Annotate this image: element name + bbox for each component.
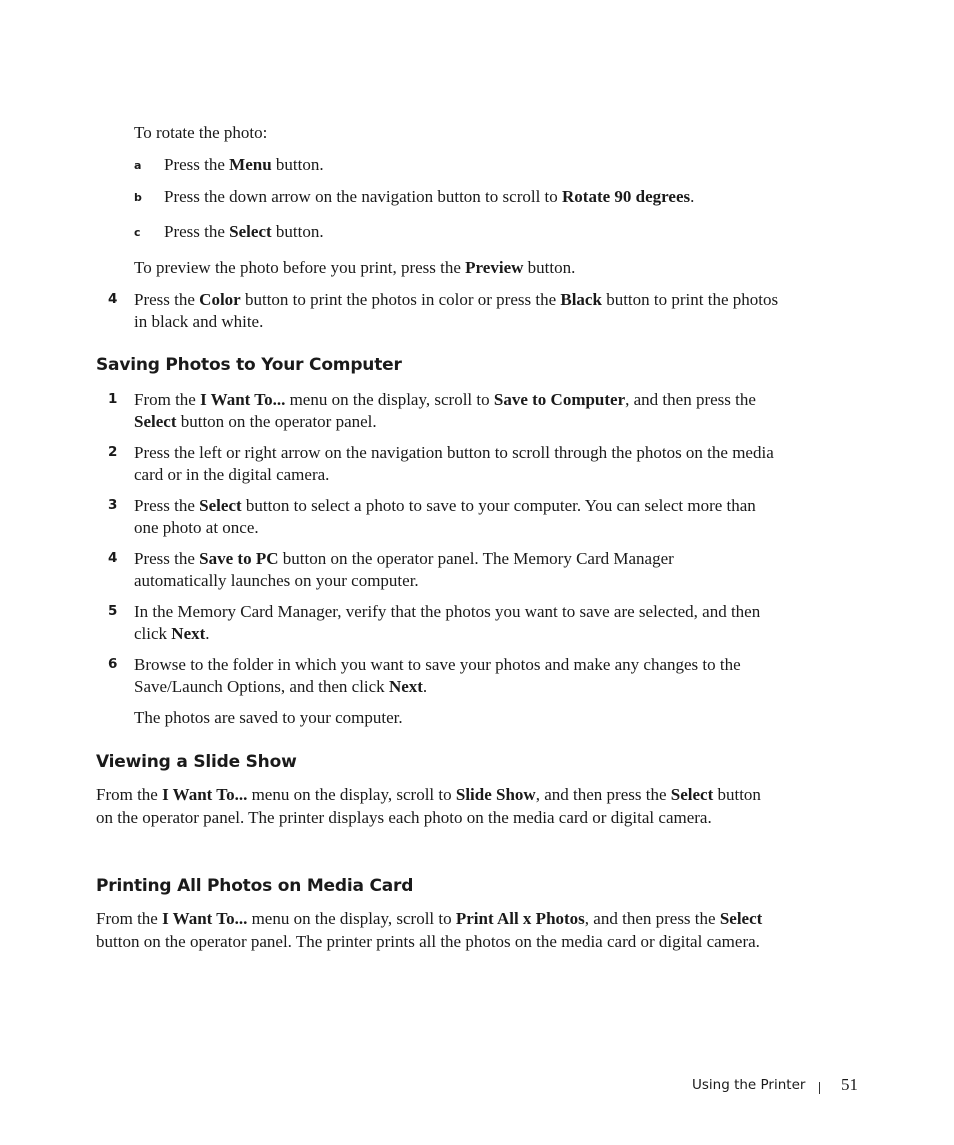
- step-marker-1: 1: [108, 391, 118, 407]
- section-heading-saving: Saving Photos to Your Computer: [96, 355, 402, 375]
- saving-step-1: From the I Want To... menu on the display, scroll to Save to Computer, and then press the Select button on the operator panel.: [134, 390, 756, 431]
- rotate-intro: To rotate the photo:: [134, 123, 268, 142]
- footer-section-title: Using the Printer: [692, 1077, 806, 1093]
- step-marker-b: b: [134, 191, 142, 204]
- step-marker-a: a: [134, 159, 142, 172]
- preview-note: To preview the photo before you print, press the Preview button.: [134, 258, 576, 277]
- slideshow-paragraph: From the I Want To... menu on the display, scroll to Slide Show, and then press the Select button on the operator panel. The printer displays each photo on the media card or digital camera.: [96, 785, 761, 827]
- saving-step-2: Press the left or right arrow on the navigation button to scroll through the photos on the media card or in the digital camera.: [134, 443, 774, 484]
- step-marker-2: 2: [108, 444, 118, 460]
- printall-paragraph: From the I Want To... menu on the display, scroll to Print All x Photos, and then press the Select button on the operator panel. The printer prints all the photos on the media card or digital camera.: [96, 909, 763, 951]
- rotate-step-b: Press the down arrow on the navigation button to scroll to Rotate 90 degrees.: [164, 187, 695, 206]
- footer-divider: [819, 1082, 820, 1094]
- step-marker-c: c: [134, 226, 141, 239]
- saving-step-6: Browse to the folder in which you want to save your photos and make any changes to the Save/Launch Options, and then click Next.: [134, 655, 741, 696]
- step-marker-5: 5: [108, 603, 118, 619]
- saving-step-3: Press the Select button to select a photo to save to your computer. You can select more than one photo at once.: [134, 496, 756, 537]
- section-heading-printall: Printing All Photos on Media Card: [96, 876, 414, 896]
- saving-step-5: In the Memory Card Manager, verify that the photos you want to save are selected, and then click Next.: [134, 602, 761, 643]
- saving-step-4: Press the Save to PC button on the operator panel. The Memory Card Manager automatically launches on your computer.: [134, 549, 674, 590]
- rotate-step-a: Press the Menu button.: [164, 155, 324, 174]
- step-marker-4b: 4: [108, 550, 118, 566]
- step-4-text: Press the Color button to print the photos in color or press the Black button to print the photos in black and white.: [134, 290, 779, 331]
- page-number: 51: [841, 1075, 858, 1094]
- step-marker-3: 3: [108, 497, 118, 513]
- step-marker-4: 4: [108, 291, 118, 307]
- section-heading-slideshow: Viewing a Slide Show: [96, 752, 297, 772]
- saving-result: The photos are saved to your computer.: [134, 708, 403, 727]
- step-marker-6: 6: [108, 656, 118, 672]
- rotate-step-c: Press the Select button.: [164, 222, 324, 241]
